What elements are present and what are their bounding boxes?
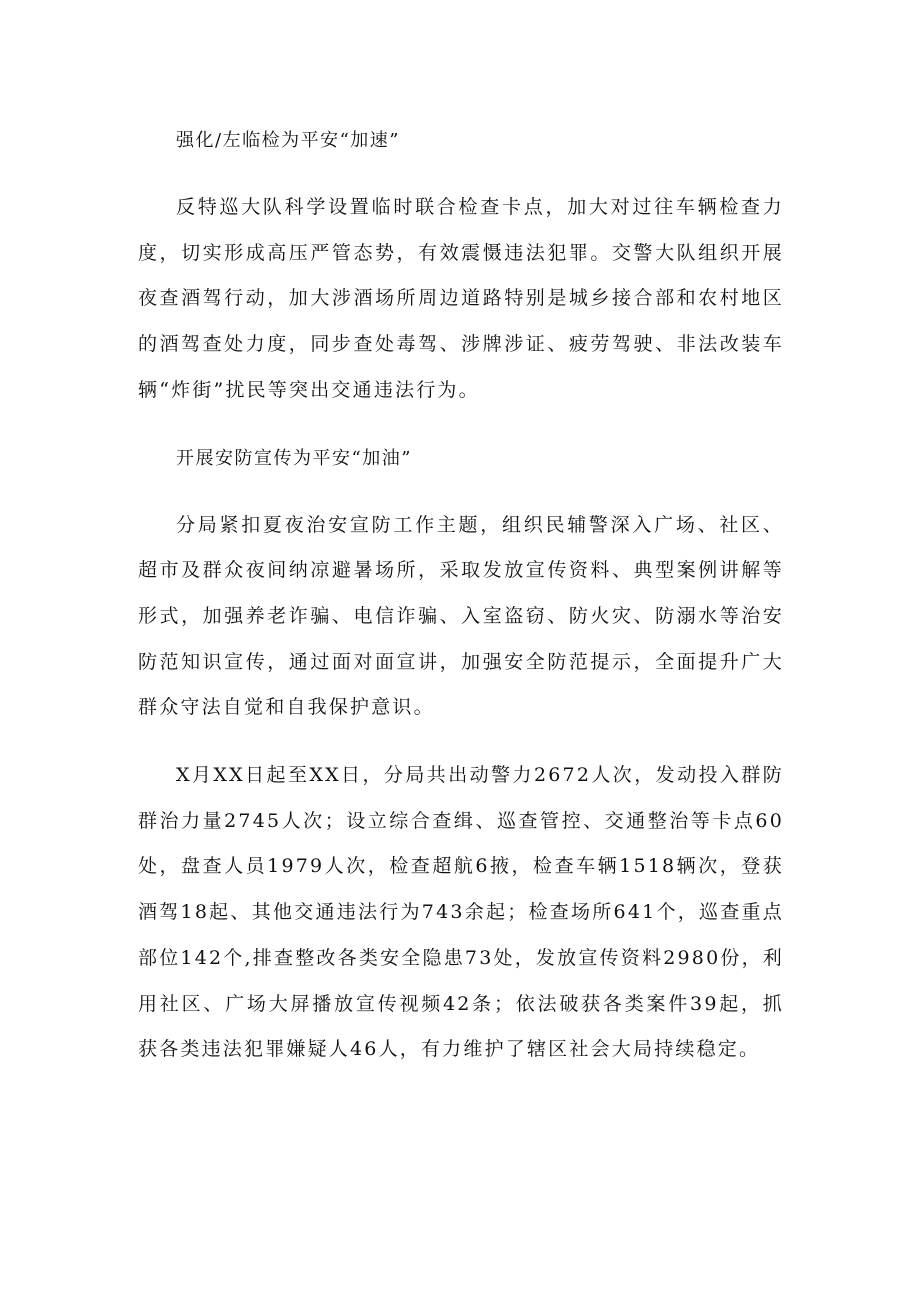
paragraph-statistics: X月XX日起至XX日，分局共出动警力2672人次，发动投入群防群治力量2745人次；设立综合查缉、巡查管控、交通整治等卡点60处，盘查人员1979人次，检查超航6掖，检查车辆1518辆次，登获酒驾18起、其他交通违法行为743余起；检查场所641个，巡查重点部位142个,排查整改各类安全隐患73处，发放宣传资料2980份，利用社区、广场大屏播放宣传视频42条；依法破获各类案件39起，抓获各类违法犯罪嫌疑人46人，有力维护了辖区社会大局持续稳定。 bbox=[138, 764, 784, 1061]
section-heading-checkpoints: 强化/左临检为平安“加速” bbox=[176, 130, 400, 151]
document-body bbox=[138, 118, 784, 1095]
paragraph-checkpoints: 反特巡大队科学设置临时联合检查卡点，加大对过往车辆检查力度，切实形成高压严管态势，有效震慑违法犯罪。交警大队组织开展夜查酒驾行动，加大涉酒场所周边道路特别是城乡接合部和农村地区的酒驾查处力度，同步查处毒驾、涉牌涉证、疲劳驾驶、非法改装车辆“炸街”扰民等突出交通违法行为。 bbox=[138, 196, 784, 401]
section-heading-publicity: 开展安防宣传为平安“加油” bbox=[176, 447, 412, 469]
paragraph-publicity: 分局紧扣夏夜治安宣防工作主题，组织民辅警深入广场、社区、超市及群众夜间纳凉避暑场所，采取发放宣传资料、典型案例讲解等形式，加强养老诈骗、电信诈骗、入室盗窃、防火灾、防溺水等治安防范知识宣传，通过面对面宣讲，加强安全防范提示，全面提升广大群众守法自觉和自我保护意识。 bbox=[138, 513, 784, 719]
